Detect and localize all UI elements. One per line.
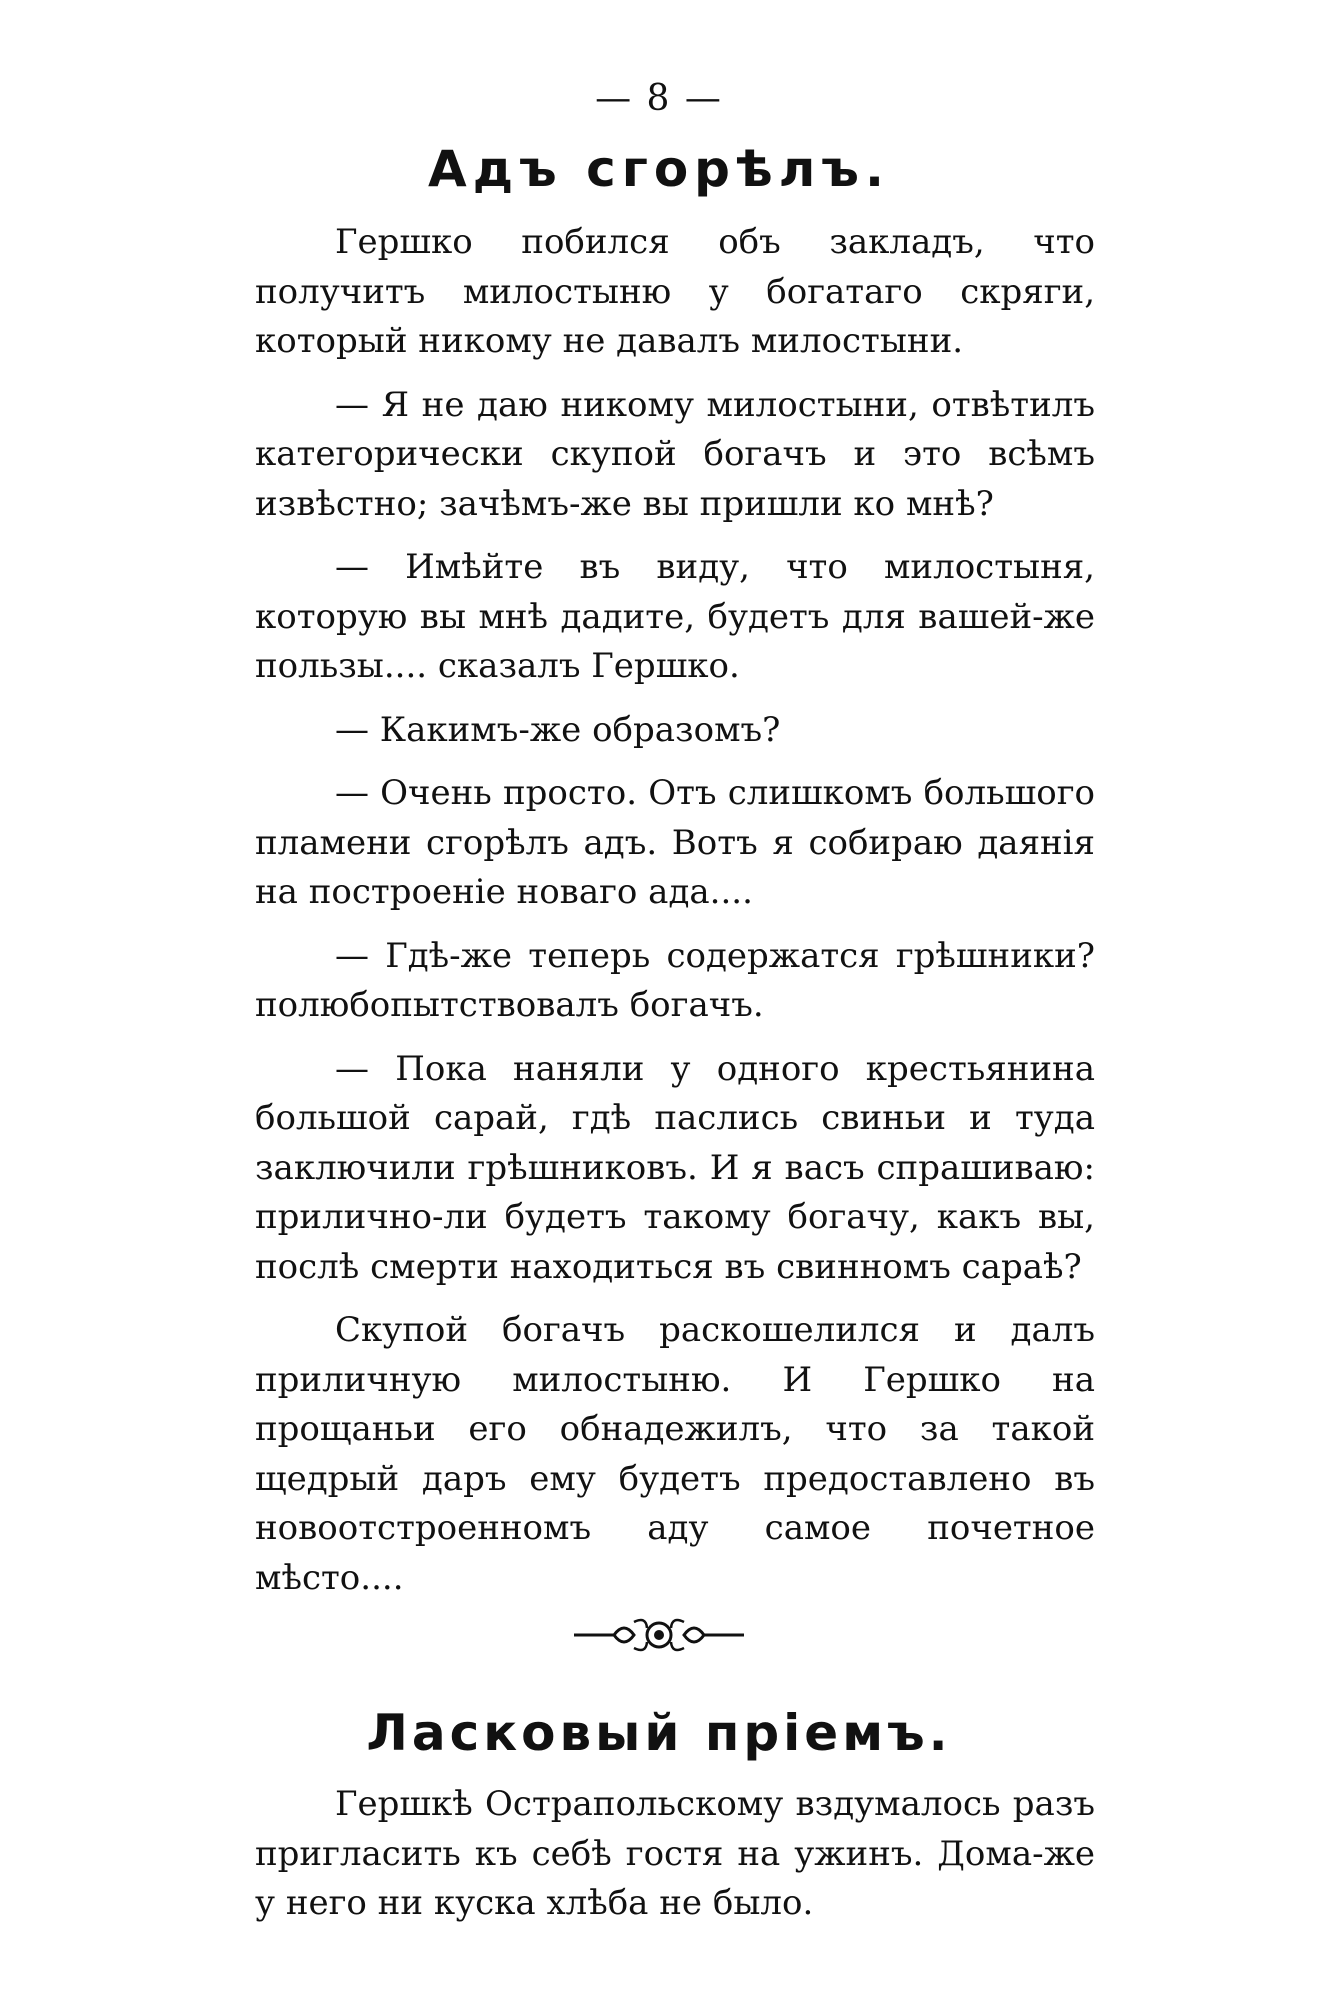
page-number: — 8 — [595, 78, 723, 119]
story-title: Ласковый пріемъ. [366, 1704, 952, 1762]
paragraph: — Пока наняли у одного крестьянина большой сарай, гдѣ паслись свиньи и туда заключили грѣшниковъ. И я васъ спрашиваю: прилично-ли будетъ такому богачу, какъ вы, послѣ смерти находиться въ свинномъ сараѣ? [255, 1048, 1095, 1287]
paragraph: — Какимъ-же образомъ? [335, 709, 781, 750]
paragraph: — Очень просто. Отъ слишкомъ большого пламени сгорѣлъ адъ. Вотъ я собираю даянія на построеніе новаго ада.... [255, 773, 1095, 912]
paragraph: Гершкѣ Острапольскому вздумалось разъ пригласить къ себѣ гостя на ужинъ. Дома-же у него ни куска хлѣба не было. [255, 1784, 1095, 1923]
story-title: Адъ сгорѣлъ. [428, 140, 890, 198]
paragraph: — Гдѣ-же теперь содержатся грѣшники? полюбопытствовалъ богачъ. [255, 935, 1095, 1025]
paragraph: Скупой богачъ раскошелился и далъ приличную милостыню. И Гершко на прощаньи его обнадежилъ, что за такой щедрый даръ ему будетъ предоставлено въ новоотстроенномъ аду самое почетное мѣсто.... [255, 1310, 1095, 1598]
paragraph: — Я не даю никому милостыни, отвѣтилъ категорически скупой богачъ и это всѣмъ извѣстно; зачѣмъ-же вы пришли ко мнѣ? [255, 384, 1095, 524]
story-body [255, 218, 1095, 1617]
paragraph: — Имѣйте въ виду, что милостыня, которую вы мнѣ дадите, будетъ для вашей-же пользы.... сказалъ Гершко. [255, 547, 1095, 686]
ornament-icon [569, 1610, 749, 1660]
paragraph: Гершко побился объ закладъ, что получитъ милостыню у богатаго скряги, который никому не давалъ милостыни. [255, 222, 1095, 361]
story-body [255, 1780, 1095, 1943]
ornament-divider [0, 1610, 1318, 1670]
